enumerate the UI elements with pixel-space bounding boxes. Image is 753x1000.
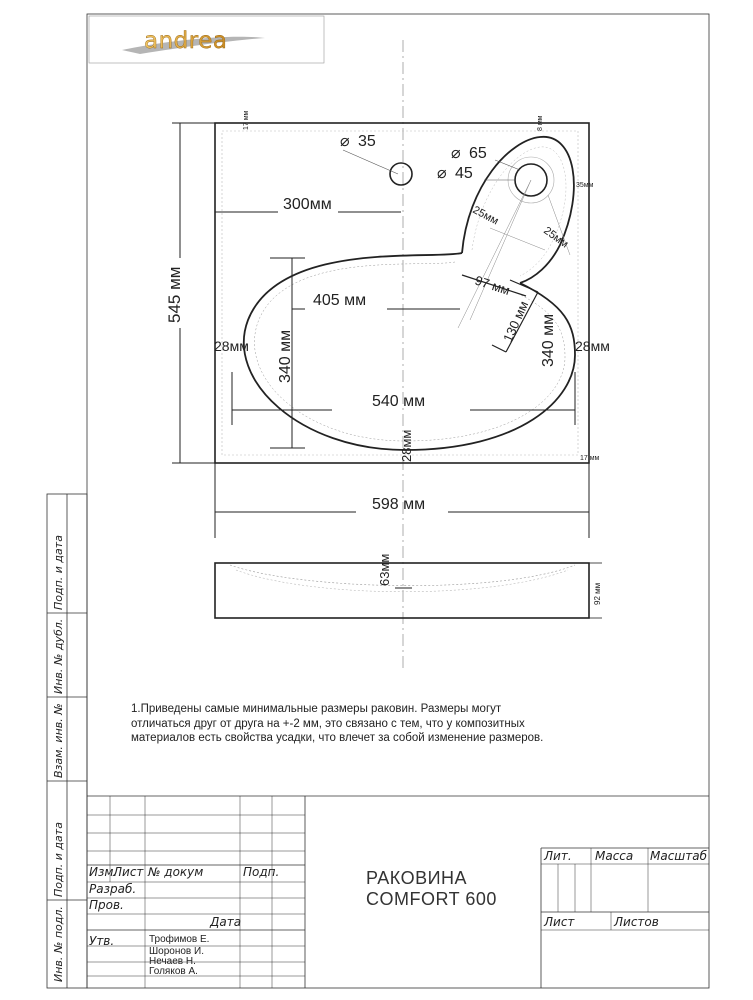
section-height-label: 92 мм bbox=[593, 582, 602, 605]
hole-diameter-label: 35 bbox=[358, 133, 376, 150]
radius-1-label: 25мм bbox=[470, 204, 501, 228]
tb-title-line1: РАКОВИНА bbox=[366, 868, 468, 888]
bowl-width-label: 540 мм bbox=[372, 393, 426, 410]
outer-diameter-symbol: ⌀ bbox=[451, 145, 461, 162]
tb-name-2: Шоронов И. bbox=[149, 946, 204, 957]
bowl-height-right-label: 340 мм bbox=[540, 313, 557, 367]
section-outline bbox=[215, 563, 589, 618]
edge-right-label: 35мм bbox=[576, 182, 594, 189]
edge-bottom-right-label: 17 мм bbox=[580, 455, 600, 462]
inner-diameter-label: 45 bbox=[455, 165, 473, 182]
bowl-height-left-label: 340 мм bbox=[277, 329, 294, 383]
plan-view bbox=[165, 110, 610, 538]
overall-height-label: 545 мм bbox=[165, 266, 184, 323]
tb-massa: Масса bbox=[595, 849, 634, 863]
tb-masshtab: Масштаб bbox=[650, 849, 708, 863]
side-bottom-label: 28мм bbox=[399, 429, 414, 462]
inner-diameter-symbol: ⌀ bbox=[437, 165, 447, 182]
channel-length-label: 97 мм bbox=[473, 272, 512, 298]
tb-name-1: Трофимов Е. bbox=[149, 934, 210, 945]
faucet-hole bbox=[390, 163, 412, 185]
edge-top-right-label: 8 мм bbox=[537, 115, 544, 131]
radius-2-label: 25мм bbox=[541, 224, 571, 251]
tb-utv: Утв. bbox=[89, 934, 115, 948]
hole-diameter-symbol: ⌀ bbox=[340, 133, 350, 150]
side-stamp bbox=[47, 494, 87, 988]
stamp-vzam-inv: Взам. инв. № bbox=[52, 703, 65, 778]
plan-outline bbox=[215, 123, 589, 463]
stamp-podp-data-2: Подп. и дата bbox=[52, 822, 65, 897]
bowl-width-inner-label: 405 мм bbox=[313, 292, 367, 309]
tb-lit: Лит. bbox=[544, 849, 572, 863]
side-left-label: 28мм bbox=[214, 338, 249, 354]
tb-listov: Листов bbox=[614, 915, 659, 929]
tb-razrab: Разраб. bbox=[89, 882, 137, 896]
tb-data: Дата bbox=[210, 915, 242, 929]
note-line-3: материалов есть свойства усадки, что влечет за собой изменение размеров. bbox=[131, 732, 544, 744]
note-line-2: отличаться друг от друга на +-2 мм, это связано с тем, что у композитных bbox=[131, 717, 525, 730]
title-block bbox=[87, 796, 709, 988]
andrea-logo bbox=[89, 16, 324, 63]
tb-podp: Подп. bbox=[243, 865, 280, 879]
tb-izm: Изм. bbox=[89, 865, 118, 879]
stamp-inv-dubl: Инв. № дубл. bbox=[52, 618, 65, 694]
outer-diameter-label: 65 bbox=[469, 145, 487, 162]
tb-name-4: Голяков А. bbox=[149, 966, 198, 977]
stamp-podp-data-1: Подп. и дата bbox=[52, 535, 65, 610]
tb-prov: Пров. bbox=[89, 898, 124, 912]
edge-top-left-label: 17 мм bbox=[243, 110, 250, 130]
note-line-1: 1.Приведены самые минимальные размеры раковин. Размеры могут bbox=[131, 703, 502, 715]
side-right-label: 28мм bbox=[575, 338, 610, 354]
tb-list2: Лист bbox=[544, 915, 575, 929]
channel-depth-label: 130 мм bbox=[500, 298, 532, 345]
bowl-inner-edge bbox=[254, 262, 565, 441]
tb-name-3: Нечаев Н. bbox=[149, 956, 196, 967]
tb-doc-num: № докум bbox=[148, 865, 204, 879]
tb-title-line2: COMFORT 600 bbox=[366, 889, 497, 909]
section-depth-label: 63мм bbox=[377, 553, 392, 586]
section-view bbox=[215, 554, 602, 618]
stamp-inv-podl: Инв. № подл. bbox=[52, 906, 65, 982]
tb-list: Лист bbox=[113, 865, 144, 879]
hole-offset-label: 300мм bbox=[283, 196, 332, 213]
logo-brand: andrea bbox=[144, 28, 228, 54]
dimension-note bbox=[131, 702, 691, 746]
overall-width-label: 598 мм bbox=[372, 496, 426, 513]
